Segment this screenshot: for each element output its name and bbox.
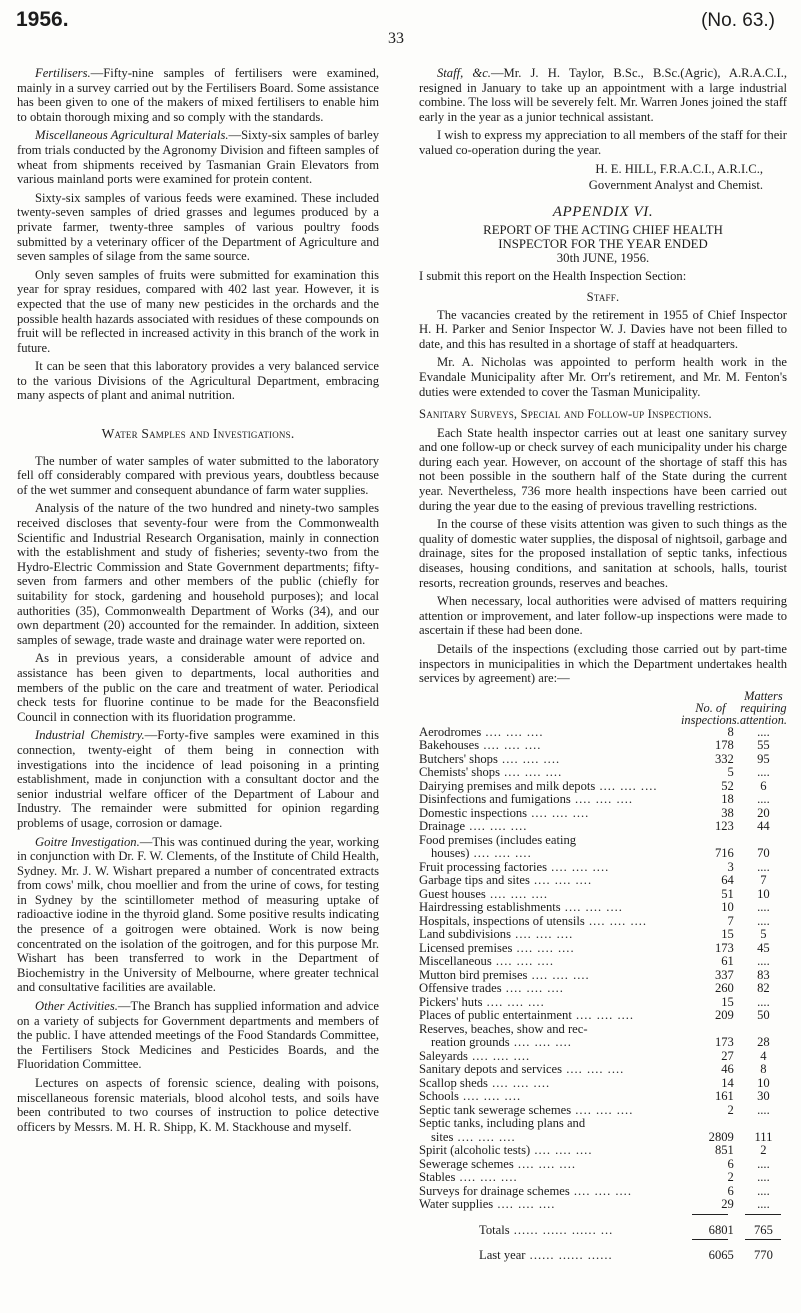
row-inspections [681, 1117, 740, 1131]
last-year-matters: 770 [753, 1248, 773, 1263]
vacancies-paragraph: The vacancies created by the retirement in 1955 of Chief Inspector H. H. Parker and Senior Inspector W. J. Davies have not been filled to date, and this has resulted in a shortage of staff at headquarters. [419, 307, 787, 351]
document-number: (No. 63.) [701, 10, 775, 31]
misc-agri-text: —Sixty-six samples of barley from trials conducted by the Agronomy Division and fifteen samples of wheat from shipments received by Tasmanian Grain Elevators from various mainland ports were examined for protein content. [17, 128, 379, 187]
row-inspections: 178 [714, 738, 734, 753]
appreciation-paragraph: I wish to express my appreciation to all members of the staff for their valued co-operation during the year. [419, 128, 787, 157]
row-matters [740, 834, 787, 848]
fertilisers-paragraph [17, 66, 379, 124]
row-matters: 10 [757, 1075, 770, 1090]
row-inspections: 2809 [708, 1129, 734, 1144]
lectures-paragraph: Lectures on aspects of forensic science, dealing with poisons, miscellaneous forensic materials, blood alcohol tests, and soils have been contributed to two courses of instruction to police detective officers by Messrs. M. H. R. Shipp, K. M. Stackhouse and myself. [17, 1076, 379, 1134]
row-label: Reserves, beaches, show and rec- [419, 1021, 588, 1036]
balanced-paragraph: It can be seen that this laboratory provides a very balanced service to the various Divisions of the Agricultural Department, embracing many aspects of plant and animal nutrition. [17, 359, 379, 403]
row-label: sites .... .... .... [431, 1129, 516, 1144]
left-column [17, 66, 379, 1138]
details-paragraph: Details of the inspections (excluding those carried out by part-time inspectors in municipalities in which the Department undertakes health services by agreement) are:— [419, 642, 787, 686]
row-inspections: 7 [727, 913, 734, 928]
staff-lead: Staff, &c. [437, 66, 491, 80]
misc-agri-paragraph [17, 128, 379, 186]
row-label: Garbage tips and sites .... .... .... [419, 873, 593, 888]
table-row [419, 1198, 787, 1212]
row-label: Miscellaneous .... .... .... [419, 954, 554, 969]
row-label: Licensed premises .... .... .... [419, 940, 575, 955]
table-row [419, 928, 787, 942]
row-inspections: 8 [727, 724, 734, 739]
row-label: Places of public entertainment .... .... .... [419, 1008, 635, 1023]
water-paragraph-2: Analysis of the nature of the two hundred and ninety-two samples received discloses that seventy-four were from the Commonwealth Scientific and Industrial Research Organisation, mainly in connection with the establishment and study of fisheries; seventy-two from the Hydro-Electric Commission and State Government departments; fifty-seven from farmers and other members of the public (chiefly for suitability for stock, gardening and household purposes); and local authorities (35), Commonwealth Department of Works (34), and our own department (20) accounted for the remainder. In addition, sixteen samples of sewage, trade waste and drainage water were reported on. [17, 501, 379, 647]
fertilisers-text: —Fifty-nine samples of fertilisers were examined, mainly in a survey carried out by the Fertilisers Board. Some assistance has been given to one of the makers of mixed fertilisers to enable him to obtain thorough mixing and so comply with the standards. [17, 66, 379, 124]
row-label: Surveys for drainage schemes .... .... .... [419, 1183, 632, 1198]
each-state-paragraph: Each State health inspector carries out at least one sanitary survey and one follow-up or check survey of each municipality under his charge during each year. However, on account of the shortage of staff this has not been possible in the southern half of the State during the current year. Nevertheless, 736 more health inspections have been carried out during the year due to the easing of previous travelling restrictions. [419, 425, 788, 513]
fertilisers-lead: Fertilisers. [35, 66, 91, 80]
row-inspections: 332 [714, 751, 734, 766]
row-matters: 4 [760, 1048, 767, 1063]
row-label: Butchers' shops .... .... .... [419, 751, 561, 766]
row-label: Spirit (alcoholic tests) .... .... .... [419, 1143, 593, 1158]
totals-inspections: 6801 [708, 1222, 734, 1237]
row-matters: 7 [760, 873, 767, 888]
row-matters: 83 [757, 967, 770, 982]
row-label: Septic tank sewerage schemes .... .... .... [419, 1102, 634, 1117]
table-row [419, 915, 787, 929]
table-row [419, 1117, 787, 1131]
water-paragraph-3: As in previous years, a considerable amount of advice and assistance has been given to departments, local authorities and members of the public on the care and treatment of water. Periodical check tests for fluorine continue to be made for the Beaconsfield Council in connection with its fluoridation programme. [17, 651, 379, 724]
inspections-table [419, 690, 787, 1263]
row-matters: .... [757, 724, 770, 739]
row-matters: .... [757, 1183, 770, 1198]
row-matters: 82 [757, 981, 770, 996]
table-row [419, 1090, 787, 1104]
right-column [419, 66, 787, 1263]
table-row [419, 753, 787, 767]
table-row [419, 982, 787, 996]
row-matters: 70 [757, 846, 770, 861]
row-inspections: 716 [714, 846, 734, 861]
sanitary-heading: Sanitary Surveys, Special and Follow-up Inspections. [419, 407, 712, 422]
report-title-line-1: REPORT OF THE ACTING CHIEF HEALTH [483, 223, 723, 238]
row-matters: 2 [760, 1143, 767, 1158]
inspections-table-body [419, 726, 787, 1212]
row-matters: 45 [757, 940, 770, 955]
row-label: Disinfections and fumigations .... .... .... [419, 792, 634, 807]
row-label: Drainage .... .... .... [419, 819, 528, 834]
row-inspections: 337 [714, 967, 734, 982]
staff-paragraph [419, 66, 787, 124]
row-matters: 6 [760, 778, 767, 793]
totals-matters: 765 [753, 1222, 773, 1237]
row-label: Aerodromes .... .... .... [419, 724, 544, 739]
last-year-inspections: 6065 [708, 1248, 734, 1263]
table-row [419, 861, 787, 875]
misc-agri-lead: Miscellaneous Agricultural Materials. [35, 128, 229, 143]
row-label: Offensive trades .... .... .... [419, 981, 564, 996]
table-row [419, 955, 787, 969]
row-inspections: 2 [727, 1102, 734, 1117]
row-label: Bakehouses .... .... .... [419, 738, 542, 753]
table-row [419, 820, 787, 834]
totals-row: Totals ...... ...... ...... ... 6801 765 [419, 1215, 787, 1238]
row-label: Food premises (includes eating [419, 832, 577, 847]
last-year-label: Last year [479, 1248, 526, 1263]
row-inspections: 3 [727, 859, 734, 874]
table-row [419, 766, 787, 780]
row-matters: 20 [757, 805, 770, 820]
staff-heading: Staff. [586, 289, 620, 304]
row-label: Hairdressing establishments .... .... .... [419, 900, 623, 915]
row-label: Hospitals, inspections of utensils .... .... .... [419, 913, 648, 928]
table-row [419, 847, 787, 861]
row-matters: .... [757, 765, 770, 780]
nicholas-paragraph: Mr. A. Nicholas was appointed to perform health work in the Evandale Municipality after Mr. Orr's retirement, and Mr. M. Fenton's duties were extended to cover the Tasman Municipality. [419, 355, 787, 399]
table-row [419, 1104, 787, 1118]
row-matters: .... [757, 1170, 770, 1185]
row-label: Pickers' huts .... .... .... [419, 994, 545, 1009]
table-row [419, 1185, 787, 1199]
table-row [419, 780, 787, 794]
row-inspections: 27 [721, 1048, 734, 1063]
row-inspections: 15 [721, 927, 734, 942]
row-label: Stables .... .... .... [419, 1170, 518, 1185]
row-inspections: 2 [727, 1170, 734, 1185]
table-row [419, 1009, 787, 1023]
water-heading: Water Samples and Investigations. [101, 426, 295, 442]
row-inspections: 6 [727, 1183, 734, 1198]
report-title-line-3: 30th JUNE, 1956. [556, 251, 650, 266]
appendix-title: APPENDIX VI. [552, 203, 654, 220]
submit-paragraph: I submit this report on the Health Inspection Section: [419, 269, 687, 284]
report-title [419, 223, 787, 265]
industrial-paragraph [17, 728, 379, 830]
row-label: Domestic inspections .... .... .... [419, 805, 590, 820]
fruits-paragraph: Only seven samples of fruits were submitted for examination this year for spray residues, compared with 402 last year. However, it is expected that the use of many new pesticides in the orchards and the possible health hazards associated with residues of these compounds on fruit will be reflected in increased activity in this branch of the work in future. [17, 267, 379, 355]
row-label: Sewerage schemes .... .... .... [419, 1156, 576, 1171]
row-matters: .... [757, 913, 770, 928]
row-inspections: 46 [721, 1062, 734, 1077]
goitre-paragraph [17, 835, 379, 996]
feeds-paragraph: Sixty-six samples of various feeds were examined. These included twenty-seven samples of dried grasses and legumes produced by a private farmer, twenty-three samples of various poultry foods submitted by a veterinary officer of the Department of Agriculture and seven samples of silage from the same source. [17, 190, 379, 264]
last-year-row: Last year ...... ...... ...... 6065 770 [419, 1240, 787, 1263]
row-inspections: 173 [714, 1035, 734, 1050]
industrial-text: —Forty-five samples were examined in this connection, twenty-eight of them being in connection with investigations into the incidence of lead poisoning in a printing establishment, made in conjunction with a consultant doctor and the senior industrial welfare officer of the Department of Labour and Industry. The remainder were submitted for opinion regarding problems of usage, corrosion or damage. [17, 728, 379, 830]
row-matters: 28 [757, 1035, 770, 1050]
table-row [419, 726, 787, 740]
header-year: 1956. [16, 8, 69, 31]
table-row [419, 793, 787, 807]
table-row [419, 1131, 787, 1145]
table-row [419, 1023, 787, 1037]
row-inspections: 6 [727, 1156, 734, 1171]
row-inspections: 15 [721, 994, 734, 1009]
table-row [419, 1158, 787, 1172]
when-necessary-paragraph: When necessary, local authorities were advised of matters requiring attention or improvement, and later follow-up inspections were made to ascertain if these had been done. [419, 594, 787, 638]
row-label: Chemists' shops .... .... .... [419, 765, 563, 780]
row-inspections: 18 [721, 792, 734, 807]
row-matters: 55 [757, 738, 770, 753]
row-matters: .... [757, 900, 770, 915]
row-label: Land subdivisions .... .... .... [419, 927, 574, 942]
row-matters: 95 [757, 751, 770, 766]
industrial-lead: Industrial Chemistry. [35, 728, 145, 743]
row-inspections: 52 [721, 778, 734, 793]
row-inspections: 173 [714, 940, 734, 955]
other-text: —The Branch has supplied information and advice on a variety of subjects for Government departments and members of the public. I have attended meetings of the Food Standards Committee, the Fertilisers Stock Medicines and Pesticides Boards, and the Fluoridation Committee. [17, 999, 379, 1072]
table-row [419, 1050, 787, 1064]
row-inspections [681, 834, 740, 848]
row-matters: .... [757, 1197, 770, 1212]
row-matters: .... [757, 859, 770, 874]
table-row [419, 739, 787, 753]
water-paragraph-1: The number of water samples of water submitted to the laboratory fell off considerably compared with previous years, doubtless because of the wet summer and consequent abundance of farm water supplies. [17, 453, 379, 497]
signature-name: H. E. HILL, F.R.A.C.I., A.R.I.C., [595, 161, 763, 176]
table-row [419, 1171, 787, 1185]
row-inspections: 64 [721, 873, 734, 888]
row-inspections [681, 1023, 740, 1037]
table-row [419, 1036, 787, 1050]
table-row [419, 807, 787, 821]
row-matters: .... [757, 994, 770, 1009]
row-inspections: 209 [714, 1008, 734, 1023]
row-matters [740, 1117, 787, 1131]
table-header-row [419, 690, 787, 726]
row-matters: 10 [757, 886, 770, 901]
row-label: Dairying premises and milk depots .... .... .... [419, 778, 658, 793]
row-inspections: 14 [721, 1075, 734, 1090]
table-row [419, 969, 787, 983]
other-lead: Other Activities. [35, 999, 118, 1014]
row-inspections: 10 [721, 900, 734, 915]
col-header-matters: Matters requiring attention. [739, 688, 787, 727]
signature-title: Government Analyst and Chemist. [588, 178, 763, 193]
row-matters: .... [757, 1102, 770, 1117]
row-label: Sanitary depots and services .... .... .... [419, 1062, 625, 1077]
row-inspections: 161 [714, 1089, 734, 1104]
table-row [419, 834, 787, 848]
table-row [419, 901, 787, 915]
row-label: reation grounds .... .... .... [431, 1035, 572, 1050]
row-matters: .... [757, 1156, 770, 1171]
row-label: houses) .... .... .... [431, 846, 532, 861]
in-course-paragraph: In the course of these visits attention was given to such things as the quality of domestic water supplies, the disposal of nightsoil, garbage and drainage, sites for the proposed installation of septic tanks, infectious diseases, housing conditions, and sanitation at schools, halls, tourist resorts, recreation grounds, reserves and beaches. [419, 517, 787, 590]
row-inspections: 851 [714, 1143, 734, 1158]
row-inspections: 51 [721, 886, 734, 901]
row-label: Water supplies .... .... .... [419, 1197, 556, 1212]
row-matters: .... [757, 792, 770, 807]
table-row [419, 1144, 787, 1158]
goitre-lead: Goitre Investigation. [35, 834, 140, 849]
report-title-line-2: INSPECTOR FOR THE YEAR ENDED [498, 237, 708, 252]
row-matters: 50 [757, 1008, 770, 1023]
table-row [419, 996, 787, 1010]
row-matters: 111 [754, 1129, 773, 1144]
row-matters: 44 [757, 819, 770, 834]
row-inspections: 260 [714, 981, 734, 996]
row-matters: .... [757, 954, 770, 969]
row-inspections: 5 [727, 765, 734, 780]
col-header-inspections: No. of inspections. [680, 700, 740, 727]
row-label: Mutton bird premises .... .... .... [419, 967, 590, 982]
row-inspections: 123 [714, 819, 734, 834]
table-row [419, 1063, 787, 1077]
row-label: Scallop sheds .... .... .... [419, 1075, 551, 1090]
table-row [419, 874, 787, 888]
table-row [419, 888, 787, 902]
row-label: Schools .... .... .... [419, 1089, 522, 1104]
row-matters: 30 [757, 1089, 770, 1104]
row-label: Guest houses .... .... .... [419, 886, 549, 901]
row-matters: 5 [760, 927, 767, 942]
row-label: Septic tanks, including plans and [419, 1116, 586, 1131]
goitre-text: —This was continued during the year, working in conjunction with Dr. F. W. Clements, of the Institute of Child Health, Sydney. Mr. J. W. Wishart prepared a number of concentrated extracts from cows' milk, chou moellier and from the urine of cows, for testing in Sydney by the scintillometer method of measuring uptake of radioactive iodine in the thyroid gland. Some positive results indicating the presence of a goitrogen were obtained. Work is now being concentrated on the isolation of the goitrogen, and for this purpose Mr. Wishart has been transferred to work in the Department of Biochemistry in the University of Melbourne, where greater technical and consultative facilities are available. [17, 834, 379, 995]
row-label: Fruit processing factories .... .... .... [419, 859, 610, 874]
row-matters [740, 1023, 787, 1037]
staff-text: —Mr. J. H. Taylor, B.Sc., B.Sc.(Agric), A.R.A.C.I., resigned in January to take up an appointment with a large industrial combine. The loss will be severely felt. Mr. Warren Jones joined the staff early in the year as a junior technical assistant. [419, 66, 788, 124]
row-label: Saleyards .... .... .... [419, 1048, 531, 1063]
table-row [419, 942, 787, 956]
row-inspections: 61 [721, 954, 734, 969]
row-inspections: 29 [721, 1197, 734, 1212]
row-matters: 8 [760, 1062, 767, 1077]
table-row [419, 1077, 787, 1091]
row-inspections: 38 [721, 805, 734, 820]
other-activities-paragraph [17, 999, 379, 1072]
page-number: 33 [388, 30, 404, 47]
totals-label: Totals [479, 1222, 510, 1237]
